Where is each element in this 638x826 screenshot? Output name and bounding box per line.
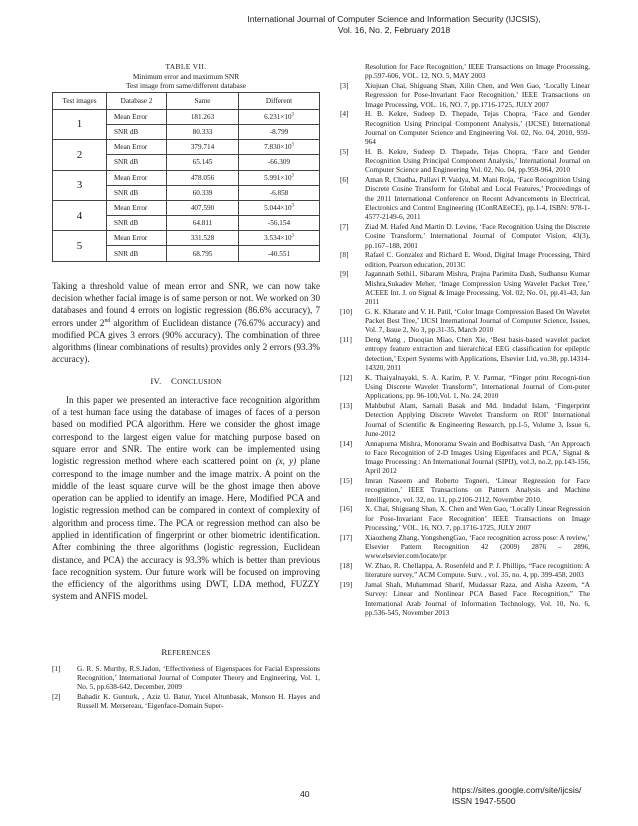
reference-item — [340, 269, 590, 306]
table-label: TABLE VII. — [165, 62, 207, 71]
section-title-rest: EFERENCES — [167, 647, 211, 657]
test-image-number: 4 — [53, 200, 107, 230]
reference-list-left — [52, 664, 320, 711]
reference-item — [340, 401, 590, 438]
reference-item — [340, 175, 590, 221]
reference-text: Jagannath Sethi1, Sibaram Mishra, Prajna Parimita Dash, Sudhansu Kumar Mishra,Sukadev Meher, ‘Image Compression Using Wavelet Packet Tree,’ ACEEE Int. J. on Signal & Image Processing, Vol. 02, No. 01, pp.41-43, Jan 2011 — [365, 269, 590, 307]
metric-label: SNR dB — [107, 185, 167, 200]
value-mantissa: 5.044×10 — [264, 204, 292, 212]
reference-text: K. Thaiyalnayaki, S. A. Karim, P. V. Parmar, “Finger print Recogni-tion Using Discrete Wavelet Transform”, International Journal of Com-puter Applications, pp. 96-100,Vol. 1, No. 24, 2010 — [365, 372, 590, 401]
value-exponent: 3 — [291, 112, 294, 118]
reference-number: [12] — [340, 372, 353, 382]
reference-text: Resolution for Face Recognition,’ IEEE Transactions on Image Processing, pp.597-606, VOL. 12, NO. 5, MAY 2003 — [365, 62, 590, 81]
reference-text: G. K. Kharate and V. H. Patil, ‘Color Image Compression Based On Wavelet Packet Best Tree,’ IJCSI International Journal of Computer Science, Issues, Vol. 7, Issue 2, No 3, pp.31-35, March 2010 — [365, 306, 590, 335]
footer-info — [452, 785, 581, 807]
italic-text: (x, y) — [275, 456, 297, 467]
reference-item — [340, 439, 590, 476]
same-value: 181.263 — [167, 109, 239, 124]
section-title-rest: ONCLUSION — [177, 376, 222, 386]
same-value: 478.056 — [167, 170, 239, 185]
different-value: -8.799 — [239, 124, 320, 139]
reference-number: [6] — [340, 175, 349, 185]
reference-text: Annapurna Mishra, Monorama Swain and Bodhisattva Dash, ‘An Approach to Face Recognition of 2-D Images Using Eigenfaces and PCA,’ Signal & Image Processing : An International Journal (SIPIJ), vol.3, no.2, pp.143-156, April 2012 — [365, 438, 590, 476]
different-value — [239, 170, 320, 185]
value-exponent: 3 — [291, 142, 294, 148]
metric-label: SNR dB — [107, 155, 167, 170]
table-caption-line-1: Minimum error and maximum SNR — [132, 71, 240, 81]
table-row — [53, 200, 320, 215]
section-heading-references — [52, 647, 320, 657]
reference-number: [2] — [52, 692, 61, 702]
different-value: -66.309 — [239, 155, 320, 170]
metric-label: Mean Error — [107, 231, 167, 246]
text-run: algorithm of Euclidean distance (76.67% accuracy) and modified PCA gives 3 errors (90% accuracy). The combination of three algorithms (linear combinations of results) provides only 2 errors (93.3% accuracy). — [52, 317, 320, 365]
text-run: plane correspond to the image number and the image matrix. A point on the middle of the least square curve will be the ghost image then above operation can be applied to identify an image. Here, Modified PCA and logistic regression method can be compared in context of complexity of algorithm and process time. The PCA or regression method can also be applied in identification of fingerprint or other biometric identification. After combining the three algorithms (logistic regression, Euclidean distance, and PCA) the accuracy is 93.3% which is better than previous face recognition system. Our future work will be focused on improving the efficiency of the algorithms using DWT, LDA method, FUZZY system and ANFIS model. — [52, 456, 320, 602]
reference-number: [17] — [340, 532, 353, 542]
text-run: In this paper we presented an interactive face recognition algorithm of a test human face using the database of images of faces of a person based on modified PCA algorithm. Here we consider the ghost image correspond to the largest eigen value for matching purpose based on square error and SNR. The entire work can be implemented using logistic regression method where each scattered point on — [52, 394, 320, 467]
reference-number: [15] — [340, 476, 353, 486]
metric-label: Mean Error — [107, 140, 167, 155]
conclusion-paragraph — [52, 394, 320, 603]
test-image-number: 5 — [53, 231, 107, 261]
test-image-number: 1 — [53, 109, 107, 139]
value-mantissa: 6.231×10 — [264, 112, 292, 121]
left-column — [52, 62, 320, 711]
table-body — [53, 109, 320, 261]
same-value: 64.811 — [167, 216, 239, 231]
metric-label: SNR dB — [107, 246, 167, 261]
reference-number: [18] — [340, 560, 353, 570]
metric-label: Mean Error — [107, 200, 167, 215]
reference-number: [16] — [340, 504, 353, 514]
reference-text: H. B. Kekre, Sudeep D. Thepade, Tejas Chopra, ‘Face and Gender Recognition Using Principal Component Analysis,’ (IJCSE) International Journal on Computer Science and Engineering Vol. 02, No. 04, 2010, 959-964 — [365, 109, 590, 147]
reference-number: [1] — [52, 663, 61, 673]
table-row — [53, 109, 320, 124]
reference-number: [10] — [340, 306, 353, 316]
reference-text: H. B. Kekre, Sudeep D. Thepade, Tejas Chopra, ‘Face and Gender Recognition Using Principal Component Analysis,’ International Journal on Computer Science and Engineering Vol. 02, No. 04, pp.959-964, 2010 — [365, 146, 590, 175]
footer-issn: ISSN 1947-5500 — [452, 796, 516, 806]
reference-list-right — [340, 62, 590, 617]
test-image-number: 2 — [53, 140, 107, 170]
reference-item — [340, 250, 590, 269]
reference-item — [52, 664, 320, 692]
table-row — [53, 231, 320, 246]
same-value: 331.528 — [167, 231, 239, 246]
different-value — [239, 140, 320, 155]
value-mantissa: 7.830×10 — [264, 143, 292, 152]
reference-number: [13] — [340, 400, 353, 410]
metric-label: SNR dB — [107, 216, 167, 231]
results-paragraph — [52, 280, 320, 366]
page-number: 40 — [300, 789, 310, 799]
reference-number: [14] — [340, 438, 353, 448]
reference-item — [52, 692, 320, 711]
same-value: 60.339 — [167, 185, 239, 200]
reference-text: Ziad M. Hafed And Martin D. Levine, ‘Face Recognition Using the Discrete Cosine Transform,’ International Journal of Computer Vision, 43(3), pp.167–188, 2001 — [365, 222, 590, 250]
table-row — [53, 170, 320, 185]
same-value: 65.145 — [167, 155, 239, 170]
same-value: 407.590 — [167, 200, 239, 215]
reference-text: X. Chai, Shiguang Shan, X. Chen and Wen Gao, ‘Locally Linear Regression for Pose-Invariant Face Recognition’ IEEE Transactions on Image Processing,’ VOL. 16, NO. 7, pp.1716-1725, JULY 2007 — [365, 504, 590, 533]
reference-text: Deng Wang , Duoqian Miao, Chen Xie, ‘Best basis-based wavelet packet entropy feature extraction and hierarchical EEG classification for epileptic detection,’ Expert Systems with Applications, Elsevier Ltd, vo.38, pp.14314-14320, 2011 — [365, 335, 590, 373]
same-value: 68.795 — [167, 246, 239, 261]
test-image-number: 3 — [53, 170, 107, 200]
reference-item — [340, 307, 590, 335]
reference-item — [340, 504, 590, 532]
reference-number: [19] — [340, 579, 353, 589]
table-header-row — [53, 92, 320, 109]
footer-url: https://sites.google.com/site/ijcsis/ — [452, 785, 582, 795]
right-column — [340, 62, 590, 618]
metric-label: Mean Error — [107, 109, 167, 124]
same-value: 80.333 — [167, 124, 239, 139]
reference-text: Xiujuan Chai, Shiguang Shan, Xilin Chen, and Wen Gao, ‘Locally Linear Regression for Pose-Invariant Face Recognition,’ IEEE Transactions on Image Processing, VOL. 16, NO. 7, pp.1716-1725, JULY 2007 — [365, 80, 590, 109]
different-value: -40.551 — [239, 246, 320, 261]
reference-item — [340, 533, 590, 561]
different-value — [239, 231, 320, 246]
value-mantissa: 5.991×10 — [264, 173, 292, 182]
reference-number: [5] — [340, 146, 349, 156]
different-value — [239, 200, 320, 215]
different-value: -56.154 — [239, 216, 320, 231]
table-row — [53, 140, 320, 155]
table-caption — [52, 62, 320, 91]
reference-item — [340, 222, 590, 250]
reference-text: Aman R. Chadha, Pallavi P. Vaidya, M. Mani Roja, ‘Face Recognition Using Discrete Cosine Transform for Global and Local Features,’ Proceedings of the 2011 International Conference on Recent Advancements in Electrical, Electronics and Control Engineering (IConRAEeCE), pp.1-4, ISBN: 978-1-4577-2149-6, 2011 — [365, 175, 590, 222]
superscript: nd — [104, 317, 111, 324]
reference-item — [340, 373, 590, 401]
value-exponent: 3 — [291, 173, 294, 179]
reference-text: G. R. S. Murthy, R.S.Jadon, ‘Effectiveness of Eigenspaces for Facial Expressions Recognition,’ International Journal of Computer Theory and Engineering, Vol. 1, No. 5, pp.638-642, December, 2009 — [77, 663, 320, 692]
reference-text: Bahadir K. Gunturk, , Aziz U. Batur, Yucel Altunbasak, Monson H. Hayes and Russell M. Mersereau, ‘Eigenface-Domain Super- — [77, 692, 320, 711]
text-run: Taking a threshold value of mean error and SNR, we can now take decision whether facial image is of same person or not. We worked on 30 databases and found 4 errors on logistic regression (86.6% accuracy), 7 errors under 2 — [52, 280, 320, 328]
reference-item — [340, 147, 590, 175]
reference-item — [340, 81, 590, 109]
same-value: 379.714 — [167, 140, 239, 155]
reference-text: Jamal Shah, Muhammad Sharif, Mudassar Raza, and Aisha Azeem, “A Survey: Linear and Nonlinear PCA Based Face Recognition,” The International Arab Journal of Information Technology, Vol. 10, No. 6, pp.536-545, November 2013 — [365, 579, 590, 617]
results-table — [52, 92, 320, 262]
reference-item — [340, 109, 590, 146]
table-caption-line-2: Test image from same/different database — [125, 81, 246, 91]
different-value — [239, 109, 320, 124]
reference-number: [7] — [340, 222, 349, 231]
metric-label: SNR dB — [107, 124, 167, 139]
reference-number: [8] — [340, 250, 349, 260]
col-header: Test images — [53, 92, 107, 109]
value-exponent: 3 — [291, 233, 294, 239]
reference-item — [340, 62, 590, 81]
section-title-first: C — [170, 375, 178, 386]
journal-volume: Vol. 16, No. 2, February 2018 — [337, 25, 451, 35]
reference-number: [9] — [340, 269, 349, 279]
metric-label: Mean Error — [107, 170, 167, 185]
reference-text: Imran Naseem and Roberto Togneri, ‘Linear Regression for Face recognition,’ IEEE Transactions on Pattern Analysis and Machine Intelligence, vol. 32, no. 11, pp.2106-2112, November 2010. — [365, 476, 590, 504]
reference-text: Rafael C. Gonzalez and Richard E. Wood, Digital Image Processing, Third edition, Pearson education, 2013C — [365, 250, 590, 269]
col-header: Database 2 — [107, 92, 167, 109]
journal-header — [0, 14, 638, 36]
section-number: IV. — [150, 375, 162, 386]
journal-name: International Journal of Computer Science and Information Security (IJCSIS), — [247, 14, 541, 24]
different-value: -6.858 — [239, 185, 320, 200]
col-header: Different — [239, 92, 320, 109]
value-mantissa: 3.534×10 — [264, 234, 292, 243]
col-header: Same — [167, 92, 239, 109]
value-exponent: 3 — [291, 203, 294, 209]
section-title-first: R — [161, 646, 168, 657]
reference-number: [3] — [340, 80, 349, 90]
reference-item — [340, 335, 590, 372]
reference-number: [4] — [340, 109, 349, 119]
reference-number: [11] — [340, 335, 352, 345]
reference-item — [340, 561, 590, 580]
reference-text: Mahbubul Alam, Sarnali Basak and Md. Imdadul Islam, ‘Fingerprint Detection Applying Discrete Wavelet Transform on ROI’ International Journal of Scientific & Engineering Research, pp.1-5, Volume 3, Issue 6, June-2012 — [365, 400, 590, 438]
reference-text: Xiaozheng Zhang, YongshengGao, ‘Face recognition across pose: A review,’ Elsevier Pattern Recognition 42 (2009) 2876 – 2896, www.elsevier.com/locate/pr — [365, 532, 590, 561]
reference-item — [340, 580, 590, 617]
section-heading-conclusion — [52, 376, 320, 386]
reference-text: W. Zhao, R. Chellappa, A. Rosenfeld and P. J. Phillips, “Face recognition: A literature survey,” ACM Compute. Surv. , vol. 35, no. 4, pp. 399-458, 2003 — [365, 560, 590, 580]
reference-item — [340, 476, 590, 504]
